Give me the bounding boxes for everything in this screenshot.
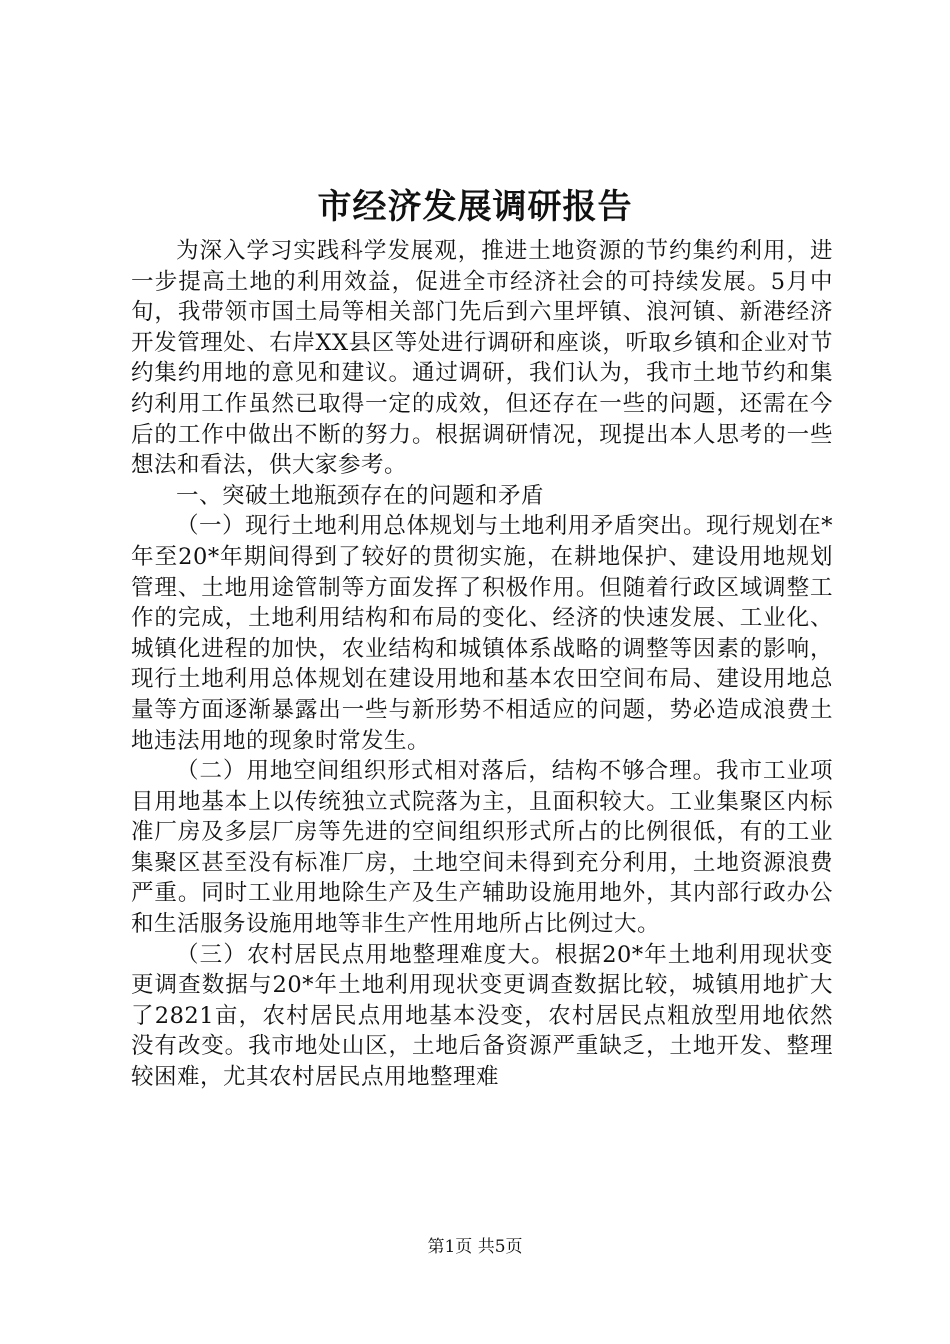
subsection-paragraph-1: （一）现行土地利用总体规划与土地利用矛盾突出。现行规划在*年至20*年期间得到了较好的贯彻实施，在耕地保护、建设用地规划管理、土地用途管制等方面发挥了积极作用。但随着行政区域调整工作的完成，土地利用结构和布局的变化、经济的快速发展、工业化、城镇化进程的加快，农业结构和城镇体系战略的调整等因素的影响，现行土地利用总体规划在建设用地和基本农田空间布局、建设用地总量等方面逐渐暴露出一些与新形势不相适应的问题，势必造成浪费土地违法用地的现象时常发生。 — [131, 513, 833, 754]
document-body — [131, 236, 833, 1093]
subsection-paragraph-3: （三）农村居民点用地整理难度大。根据20*年土地利用现状变更调查数据与20*年土地利用现状变更调查数据比较，城镇用地扩大了2821亩，农村居民点用地基本没变，农村居民点粗放型用地依然没有改变。我市地处山区，土地后备资源严重缺乏，土地开发、整理较困难，尤其农村居民点用地整理难 — [131, 941, 833, 1091]
section-heading: 一、突破土地瓶颈存在的问题和矛盾 — [176, 482, 545, 509]
document-title: 市经济发展调研报告 — [317, 187, 633, 227]
page-number-footer: 第1页 共5页 — [427, 1237, 523, 1257]
subsection-paragraph-2: （二）用地空间组织形式相对落后，结构不够合理。我市工业项目用地基本上以传统独立式院落为主，且面积较大。工业集聚区内标准厂房及多层厂房等先进的空间组织形式所占的比例很低，有的工业集聚区甚至没有标准厂房，土地空间未得到充分利用，土地资源浪费严重。同时工业用地除生产及生产辅助设施用地外，其内部行政办公和生活服务设施用地等非生产性用地所占比例过大。 — [131, 758, 833, 938]
intro-paragraph: 为深入学习实践科学发展观，推进土地资源的节约集约利用，进一步提高土地的利用效益，促进全市经济社会的可持续发展。5月中旬，我带领市国土局等相关部门先后到六里坪镇、浪河镇、新港经济开发管理处、右岸XX县区等处进行调研和座谈，听取乡镇和企业对节约集约用地的意见和建议。通过调研，我们认为，我市土地节约和集约利用工作虽然已取得一定的成效，但还存在一些的问题，还需在今后的工作中做出不断的努力。根据调研情况，现提出本人思考的一些想法和看法，供大家参考。 — [131, 238, 833, 479]
